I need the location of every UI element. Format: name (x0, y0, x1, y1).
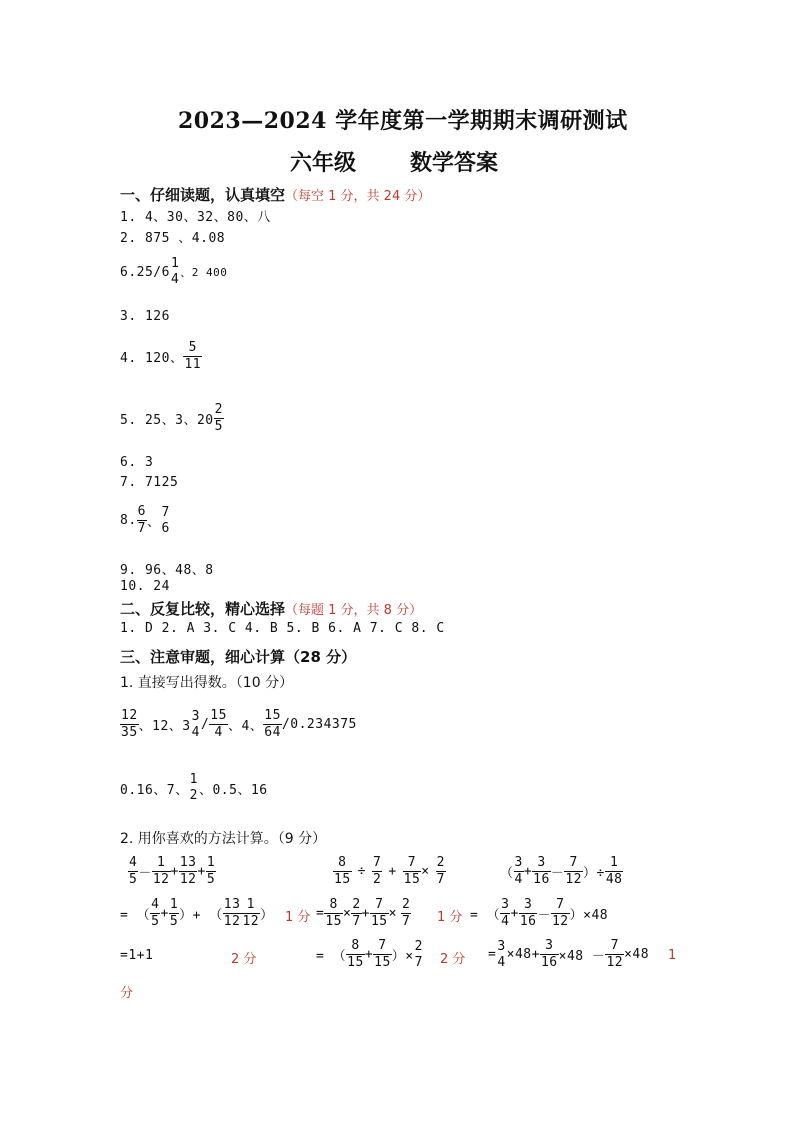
fraction: $\frac{5}{11}$ (184, 340, 202, 372)
answer-5-prefix: 5. 25、3、20 (120, 413, 214, 428)
fraction: $\frac{2}{5}$ (214, 402, 223, 434)
fraction: $\frac{15}{64}$ (264, 708, 281, 740)
answer-7: 7. 7125 (120, 475, 179, 490)
text: ） (260, 908, 274, 923)
operator: + (160, 906, 169, 921)
fraction: $\frac{3}{4}$ (514, 855, 523, 887)
text: ）×48 (569, 908, 609, 923)
section2-note: （每题 1 分，共 8 分） (285, 603, 423, 618)
fraction: 1 2 (189, 772, 198, 803)
answer-2: 2. 875 、4.08 (120, 231, 226, 246)
answer-2b-suffix: 、2 400 (180, 266, 228, 279)
calc3-row3 (488, 938, 649, 971)
operator: + (388, 864, 397, 879)
answer-5 (120, 402, 224, 435)
fraction: $\frac{7}{15}$ (370, 897, 388, 929)
q1-label: 1. 直接写出得数。（10 分） (120, 675, 294, 691)
text: ）÷ (583, 866, 605, 881)
operator: － (537, 908, 551, 923)
separator: 、 (146, 515, 161, 530)
calc1-score1: 1 分 (285, 910, 311, 925)
fraction: 2 7 (414, 938, 423, 970)
fraction: 3 4 (191, 708, 200, 740)
fraction: $\frac{1}{48}$ (605, 855, 623, 887)
calc2-row2 (316, 897, 411, 930)
operator: ÷ (357, 864, 366, 879)
section1-header (120, 184, 430, 205)
fraction: $\frac{3}{16}$ (540, 938, 558, 970)
fraction: $\frac{3}{4}$ (501, 897, 510, 929)
answer-8 (120, 504, 171, 537)
section3-heading: 三、注意审题，细心计算（28 分） (120, 648, 357, 666)
calc3-score-wrap: 分 (120, 986, 134, 1001)
operator: + (364, 947, 374, 962)
answer-8-prefix: 8. (120, 513, 137, 528)
text: （ (500, 866, 514, 881)
fraction: $\frac{7}{2}$ (372, 855, 382, 887)
fraction: $\frac{2}{7}$ (436, 855, 445, 887)
text: = (316, 906, 325, 921)
fraction: $\frac{2}{7}$ (352, 897, 361, 929)
fraction: $\frac{13}{12}$ (179, 855, 197, 887)
fraction: $\frac{7}{12}$ (551, 897, 569, 929)
answer-6: 6. 3 (120, 455, 154, 470)
text: = （ (470, 908, 501, 923)
calc3-score: 1 (668, 948, 677, 963)
text: /0.234375 (281, 717, 357, 732)
section1-note: （每空 1 分，共 24 分） (285, 189, 431, 204)
answer-1: 1. 4、30、32、80、八 (120, 210, 271, 225)
section2-heading: 二、反复比较，精心选择 (120, 600, 286, 618)
text: ×48 (624, 947, 650, 962)
fraction: 3 4 (497, 938, 506, 970)
grade-label: 六年级 (290, 150, 357, 176)
operator: + (170, 864, 179, 879)
text: ×48+ (506, 947, 540, 962)
q1-answers-line1 (120, 708, 357, 741)
fraction: $\frac{7}{12}$ (565, 855, 582, 887)
fraction: $\frac{15}{4}$ (210, 708, 227, 740)
text: = (488, 947, 497, 962)
page-title: 2023—2024 学年度第一学期期末调研测试 (178, 108, 628, 134)
fraction: $\frac{3}{16}$ (533, 855, 550, 887)
text: 0.16、7、 (120, 782, 189, 798)
fraction: $\frac{1}{5}$ (169, 897, 179, 929)
fraction: $\frac{12}{35}$ (121, 708, 138, 740)
section1-heading: 一、仔细读题，认真填空 (120, 186, 286, 204)
fraction: $\frac{4}{5}$ (151, 897, 160, 929)
fraction: 1 4 (170, 256, 180, 287)
fraction: $\frac{7}{12}$ (606, 938, 624, 970)
fraction: $\frac{1}{5}$ (206, 855, 216, 887)
operator: － (138, 866, 152, 881)
q1-answers-line2 (120, 772, 268, 804)
text: 、4、 (227, 719, 264, 734)
calc2-score2: 2 分 (440, 952, 466, 967)
calc1-row2 (120, 897, 274, 930)
section2-answers: 1. D 2. A 3. C 4. B 5. B 6. A 7. C 8. C (120, 621, 445, 636)
fraction: $\frac{1}{12}$ (152, 855, 170, 887)
text: = （ (120, 908, 151, 923)
fraction: $\frac{3}{16}$ (519, 897, 537, 929)
operator: + (510, 906, 519, 921)
operator: + (523, 864, 533, 879)
answer-10: 10. 24 (120, 579, 170, 594)
calc2-row1 (333, 855, 446, 888)
calc2-score1: 1 分 (437, 910, 463, 925)
fraction: $\frac{6}{7}$ (137, 504, 146, 536)
text: / (200, 717, 210, 732)
fraction: $\frac{7}{15}$ (374, 938, 391, 970)
fraction: $\frac{8}{15}$ (334, 855, 351, 887)
answer-9: 9. 96、48、8 (120, 563, 214, 578)
answer-4-prefix: 4. 120、 (120, 351, 184, 366)
section2-header (120, 598, 422, 619)
answer-4 (120, 340, 202, 373)
text: ）+ （ (179, 908, 223, 923)
calc1-row1 (128, 855, 216, 888)
calc3-row2 (470, 897, 608, 930)
calc1-score2: 2 分 (231, 952, 257, 967)
text: = （ (316, 949, 347, 964)
fraction: $\frac{4}{5}$ (129, 855, 138, 887)
text: 、12、3 (138, 719, 191, 734)
q2-label: 2. 用你喜欢的方法计算。（9 分） (120, 831, 327, 847)
answer-2b-prefix: 6.25/6 (120, 264, 170, 280)
operator: × (342, 906, 352, 921)
answer-2b (120, 256, 227, 288)
fraction: $\frac{1}{12}$ (242, 897, 260, 929)
subject-label: 数学答案 (410, 150, 499, 176)
fraction: $\frac{8}{15}$ (325, 897, 342, 929)
fraction: $\frac{2}{7}$ (401, 897, 411, 929)
calc2-row3 (316, 938, 424, 971)
operator: × (421, 864, 430, 879)
operator: + (197, 864, 206, 879)
text: ×48 － (558, 949, 606, 964)
operator: + (361, 906, 370, 921)
fraction: $\frac{8}{15}$ (347, 938, 364, 970)
fraction: $\frac{13}{12}$ (223, 897, 241, 929)
text: ）× (391, 949, 414, 964)
calc3-row1 (500, 855, 623, 888)
calc1-row3: =1+1 (120, 948, 154, 963)
operator: － (550, 866, 565, 881)
operator: × (388, 906, 397, 921)
text: 、0.5、16 (198, 782, 268, 798)
answer-3: 3. 126 (120, 309, 170, 324)
fraction: $\frac{7}{15}$ (403, 855, 421, 887)
fraction: 7 6 (161, 504, 170, 536)
